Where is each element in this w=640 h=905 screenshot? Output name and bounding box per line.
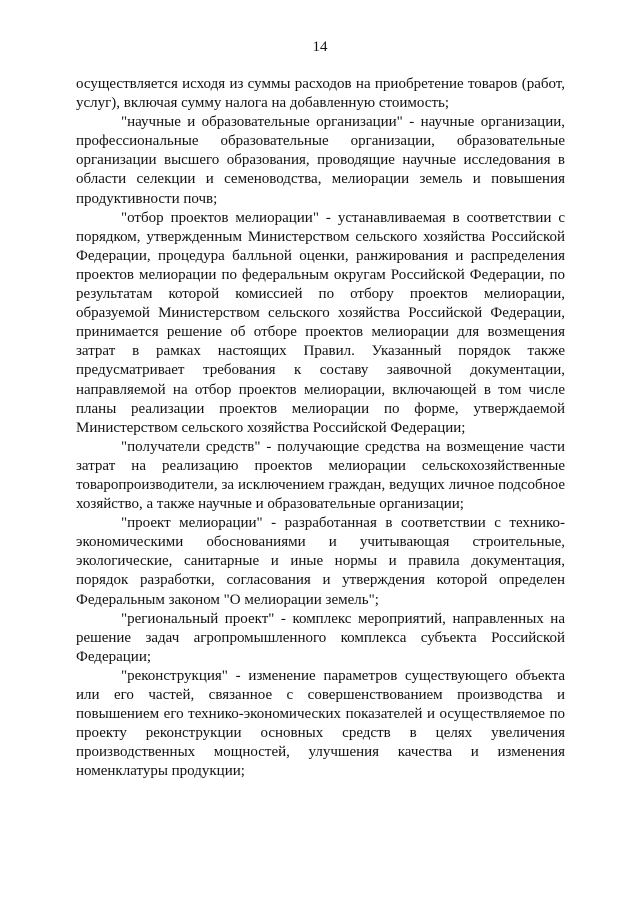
paragraph-definition-scientific-organizations: "научные и образовательные организации" - научные организации, профессиональные образовательные организации, образовательные организации высшего образования, проводящие научные исследования в области селекции и семеноводства, мелиорации земель и повышения продуктивности почв;: [76, 114, 565, 207]
paragraph-definition-melioration-project: "проект мелиорации" - разработанная в соответствии с технико-экономическими обоснованиями и учитывающая строительные, экологические, санитарные и иные нормы и правила документация, порядок разработки, согласования и утверждения которой определен Федеральным законом "О мелиорации земель";: [76, 515, 565, 608]
paragraph-definition-reconstruction: "реконструкция" - изменение параметров существующего объекта или его частей, связанное с совершенствованием производства и повышением его технико-экономических показателей и осуществляемое по проекту реконструкции основных средств в целях увеличения производственных мощностей, улучшения качества и изменения номенклатуры продукции;: [76, 667, 565, 780]
page-number: 14: [312, 39, 328, 55]
paragraph-continuation: осуществляется исходя из суммы расходов на приобретение товаров (работ, услуг), включая сумму налога на добавленную стоимость;: [76, 76, 565, 112]
paragraph-definition-recipients: "получатели средств" - получающие средства на возмещение части затрат на реализацию проектов мелиорации сельскохозяйственные товаропроизводители, за исключением граждан, ведущих личное подсобное хозяйство, а также научные и образовательные организации;: [76, 438, 565, 513]
document-body: [76, 75, 565, 781]
paragraph-definition-regional-project: "региональный проект" - комплекс мероприятий, направленных на решение задач агропромышленного комплекса субъекта Российской Федерации;: [76, 610, 565, 665]
paragraph-definition-project-selection: "отбор проектов мелиорации" - устанавливаемая в соответствии с порядком, утвержденным Министерством сельского хозяйства Российской Федерации, процедура балльной оценки, ранжирования и распределения проектов мелиорации по федеральным округам Российской Федерации, по результатам которой комиссией по отбору проектов мелиорации, образуемой Министерством сельского хозяйства Российской Федерации, принимается решение об отборе проектов мелиорации для возмещения затрат в рамках настоящих Правил. Указанный порядок также предусматривает требования к составу заявочной документации, направляемой на отбор проектов мелиорации, включающей в том числе планы реализации проектов мелиорации по форме, утверждаемой Министерством сельского хозяйства Российской Федерации;: [76, 209, 565, 436]
